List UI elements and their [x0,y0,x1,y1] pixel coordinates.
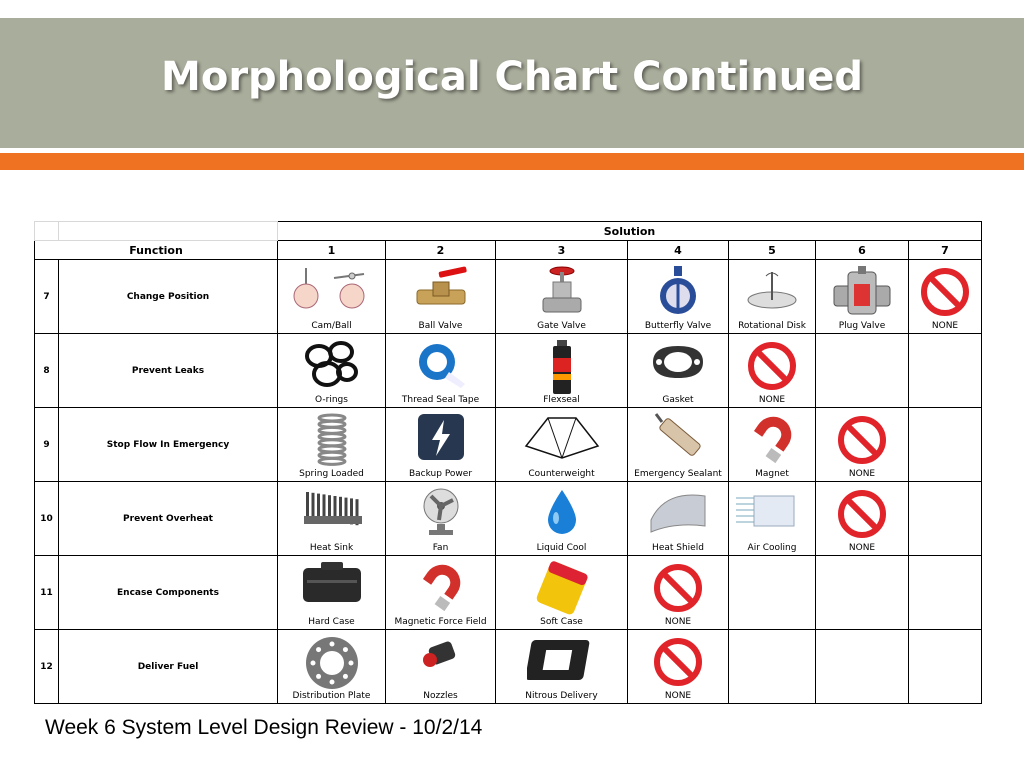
function-number: 8 [35,334,59,408]
solution-cell [386,334,496,408]
solution-cell [729,482,816,556]
function-name: Change Position [59,260,278,334]
solution-number-4: 4 [628,241,729,260]
solution-cell [386,408,496,482]
solution-cell [909,408,982,482]
solution-label: Cam/Ball [311,321,352,331]
solution-cell [816,260,909,334]
solution-cell [816,630,909,704]
solution-label: Nozzles [423,691,458,701]
solution-label: Thread Seal Tape [401,395,480,405]
solution-cell [628,334,729,408]
solution-cell [628,630,729,704]
function-row [35,556,982,630]
function-number: 10 [35,482,59,556]
solution-cell [278,334,386,408]
function-name: Encase Components [59,556,278,630]
solution-cell [909,334,982,408]
solution-label: NONE [931,321,959,331]
solution-label: Backup Power [408,469,473,479]
solution-number-2: 2 [386,241,496,260]
solution-label: Counterweight [528,469,595,479]
solution-cell [496,556,628,630]
solution-cell [729,630,816,704]
solution-cell [278,556,386,630]
function-row [35,482,982,556]
solution-cell [386,260,496,334]
solution-label: NONE [848,543,876,553]
function-number: 7 [35,260,59,334]
footer-text: Week 6 System Level Design Review - 10/2/14 [45,716,483,739]
solution-cell [909,556,982,630]
solution-cell [729,260,816,334]
solution-label: Flexseal [543,395,580,405]
solution-label: Gate Valve [537,321,586,331]
solution-cell [816,334,909,408]
solution-label: Magnetic Force Field [394,617,487,627]
solution-label: Soft Case [540,617,583,627]
solution-label: Emergency Sealant [634,469,722,479]
blank-corner-cell [59,222,278,241]
solution-label: Nitrous Delivery [525,691,598,701]
solution-label: Rotational Disk [738,321,806,331]
function-name: Prevent Overheat [59,482,278,556]
divider-line [0,150,1024,152]
function-row [35,260,982,334]
solution-label: Plug Valve [838,321,886,331]
solution-label: Hard Case [308,617,355,627]
solution-label: Heat Shield [652,543,704,553]
function-row [35,334,982,408]
solution-cell [909,260,982,334]
solution-label: Heat Sink [309,543,354,553]
solution-label: Butterfly Valve [644,321,712,331]
solution-cell [386,556,496,630]
solution-cell [909,630,982,704]
solution-cell [628,556,729,630]
solution-label: Air Cooling [747,543,797,553]
function-row [35,630,982,704]
morphological-chart-table [34,221,982,704]
solution-cell [909,482,982,556]
solution-cell [628,408,729,482]
solution-header: Solution [278,222,982,241]
solution-label: NONE [664,617,692,627]
solution-label: Ball Valve [418,321,463,331]
function-number: 11 [35,556,59,630]
solution-label: Gasket [662,395,694,405]
solution-number-6: 6 [816,241,909,260]
solution-label: NONE [848,469,876,479]
solution-cell [278,630,386,704]
solution-cell [816,482,909,556]
solution-cell [628,260,729,334]
solution-cell [278,260,386,334]
function-name: Deliver Fuel [59,630,278,704]
solution-number-1: 1 [278,241,386,260]
solution-number-3: 3 [496,241,628,260]
solution-label: Magnet [755,469,789,479]
solution-label: O-rings [315,395,348,405]
solution-number-5: 5 [729,241,816,260]
solution-label: Fan [432,543,449,553]
solution-label: Spring Loaded [299,469,364,479]
function-name: Stop Flow In Emergency [59,408,278,482]
blank-corner-cell [35,222,59,241]
function-number: 9 [35,408,59,482]
solution-cell [496,630,628,704]
solution-cell [729,408,816,482]
solution-label: NONE [758,395,786,405]
solution-cell [386,482,496,556]
solution-cell [278,408,386,482]
slide-title: Morphological Chart Continued [161,54,863,100]
solution-label: Distribution Plate [292,691,371,701]
solution-cell [816,556,909,630]
solution-cell [278,482,386,556]
function-name: Prevent Leaks [59,334,278,408]
function-number: 12 [35,630,59,704]
solution-label: Liquid Cool [536,543,587,553]
solution-cell [496,408,628,482]
solution-label: NONE [664,691,692,701]
solution-cell [496,260,628,334]
solution-cell [386,630,496,704]
solution-number-7: 7 [909,241,982,260]
solution-cell [729,334,816,408]
solution-cell [729,556,816,630]
accent-bar [0,153,1024,170]
function-row [35,408,982,482]
solution-cell [496,482,628,556]
solution-cell [496,334,628,408]
solution-cell [816,408,909,482]
function-header: Function [35,241,278,260]
solution-cell [628,482,729,556]
